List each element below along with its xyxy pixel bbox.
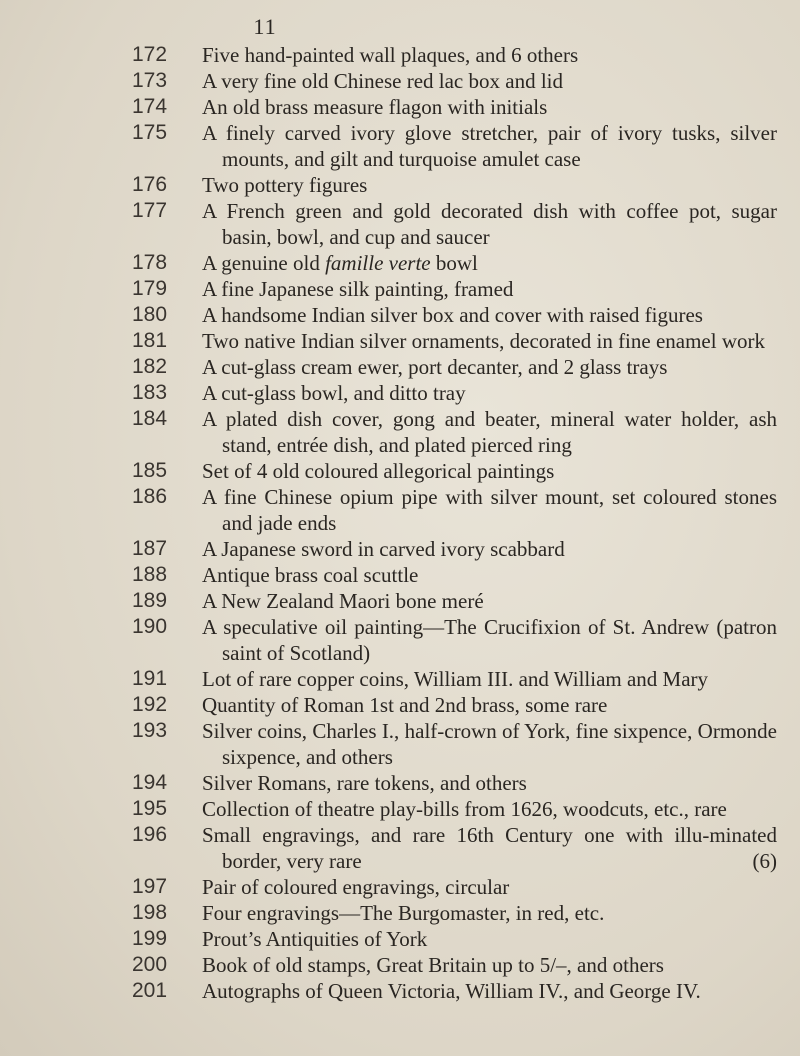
lot-number: 187 — [132, 537, 168, 560]
lot-description: An old brass measure flagon with initials — [202, 95, 548, 119]
lot-description: Two native Indian silver ornaments, decorated in fine enamel work — [202, 329, 766, 353]
lot-description: A New Zealand Maori bone meré — [202, 589, 484, 613]
lot-description: Silver coins, Charles I., half-crown of York, fine sixpence, Ormonde sixpence, and others — [202, 719, 777, 769]
lot-number: 189 — [132, 589, 168, 612]
lot-entry-194 — [0, 770, 800, 796]
lot-description: Autographs of Queen Victoria, William IV., and George IV. — [202, 979, 701, 1003]
lot-description: Collection of theatre play-bills from 1626, woodcuts, etc., rare — [202, 797, 727, 821]
lot-number: 195 — [132, 797, 168, 820]
lot-number: 174 — [132, 95, 168, 118]
lot-description: A cut-glass cream ewer, port decanter, and 2 glass trays — [202, 355, 668, 379]
lot-description: A speculative oil painting—The Crucifixion of St. Andrew (patron saint of Scotland) — [202, 615, 777, 665]
lot-entry-172 — [0, 42, 800, 68]
lot-number: 192 — [132, 693, 168, 716]
lot-number: 172 — [132, 43, 168, 66]
lot-entry-175 — [0, 120, 800, 172]
lot-number: 178 — [132, 251, 168, 274]
lot-entry-192 — [0, 692, 800, 718]
page-number: 11 — [253, 14, 277, 39]
lot-description: Two pottery figures — [202, 173, 368, 197]
lot-description: A cut-glass bowl, and ditto tray — [202, 381, 466, 405]
lot-description: Lot of rare copper coins, William III. and William and Mary — [202, 667, 709, 691]
lot-quantity: (6) — [752, 849, 777, 873]
lot-description: Five hand-painted wall plaques, and 6 others — [202, 43, 579, 67]
lot-description: A handsome Indian silver box and cover with raised figures — [202, 303, 703, 327]
lot-number: 188 — [132, 563, 168, 586]
lot-description: Silver Romans, rare tokens, and others — [202, 771, 527, 795]
lot-number: 185 — [132, 459, 168, 482]
lot-entry-201 — [0, 978, 800, 1004]
lot-entry-183 — [0, 380, 800, 406]
lot-description: Antique brass coal scuttle — [202, 563, 419, 587]
lot-list — [0, 42, 800, 1004]
lot-entry-177 — [0, 198, 800, 250]
lot-description-italic: famille verte — [325, 251, 431, 275]
lot-entry-190 — [0, 614, 800, 666]
lot-entry-174 — [0, 94, 800, 120]
lot-entry-197 — [0, 874, 800, 900]
lot-description: A finely carved ivory glove stretcher, pair of ivory tusks, silver mounts, and gilt and turquoise amulet case — [202, 121, 777, 171]
lot-entry-196 — [0, 822, 800, 874]
lot-number: 179 — [132, 277, 168, 300]
lot-entry-178 — [0, 250, 800, 276]
lot-entry-198 — [0, 900, 800, 926]
lot-number: 197 — [132, 875, 168, 898]
lot-entry-186 — [0, 484, 800, 536]
lot-description: Set of 4 old coloured allegorical paintings — [202, 459, 555, 483]
lot-number: 182 — [132, 355, 168, 378]
lot-description: A fine Chinese opium pipe with silver mount, set coloured stones and jade ends — [202, 485, 777, 535]
lot-description: Four engravings—The Burgomaster, in red, etc. — [202, 901, 605, 925]
lot-entry-200 — [0, 952, 800, 978]
lot-description: A Japanese sword in carved ivory scabbard — [202, 537, 565, 561]
lot-description — [202, 822, 777, 874]
lot-description: Pair of coloured engravings, circular — [202, 875, 510, 899]
lot-entry-188 — [0, 562, 800, 588]
lot-entry-179 — [0, 276, 800, 302]
lot-entry-184 — [0, 406, 800, 458]
lot-description: Quantity of Roman 1st and 2nd brass, some rare — [202, 693, 608, 717]
lot-entry-195 — [0, 796, 800, 822]
lot-description-part: Small engravings, and rare 16th Century one with illu-minated border, very rare — [202, 823, 777, 873]
lot-description: Prout’s Antiquities of York — [202, 927, 428, 951]
lot-number: 191 — [132, 667, 168, 690]
lot-number: 200 — [132, 953, 168, 976]
lot-number: 180 — [132, 303, 168, 326]
lot-entry-189 — [0, 588, 800, 614]
lot-number: 198 — [132, 901, 168, 924]
lot-number: 199 — [132, 927, 168, 950]
lot-number: 201 — [132, 979, 168, 1002]
lot-entry-187 — [0, 536, 800, 562]
lot-number: 184 — [132, 407, 168, 430]
lot-description-part: A genuine old — [202, 251, 326, 275]
lot-number: 196 — [132, 823, 168, 846]
lot-number: 183 — [132, 381, 168, 404]
lot-number: 176 — [132, 173, 168, 196]
lot-number: 181 — [132, 329, 168, 352]
lot-entry-173 — [0, 68, 800, 94]
lot-entry-185 — [0, 458, 800, 484]
lot-entry-181 — [0, 328, 800, 354]
lot-description: A French green and gold decorated dish with coffee pot, sugar basin, bowl, and cup and saucer — [202, 199, 777, 249]
lot-entry-193 — [0, 718, 800, 770]
lot-entry-191 — [0, 666, 800, 692]
lot-number: 190 — [132, 615, 168, 638]
lot-description: A very fine old Chinese red lac box and lid — [202, 69, 563, 93]
lot-number: 193 — [132, 719, 168, 742]
lot-description-part: bowl — [430, 251, 478, 275]
lot-description: Book of old stamps, Great Britain up to 5/–, and others — [202, 953, 664, 977]
lot-entry-199 — [0, 926, 800, 952]
lot-entry-180 — [0, 302, 800, 328]
lot-number: 194 — [132, 771, 168, 794]
lot-number: 175 — [132, 121, 168, 144]
lot-description: A fine Japanese silk painting, framed — [202, 277, 514, 301]
lot-description — [202, 250, 777, 276]
lot-entry-176 — [0, 172, 800, 198]
lot-number: 186 — [132, 485, 168, 508]
lot-description: A plated dish cover, gong and beater, mineral water holder, ash stand, entrée dish, and plated pierced ring — [202, 407, 777, 457]
lot-number: 177 — [132, 199, 168, 222]
lot-number: 173 — [132, 69, 168, 92]
lot-entry-182 — [0, 354, 800, 380]
